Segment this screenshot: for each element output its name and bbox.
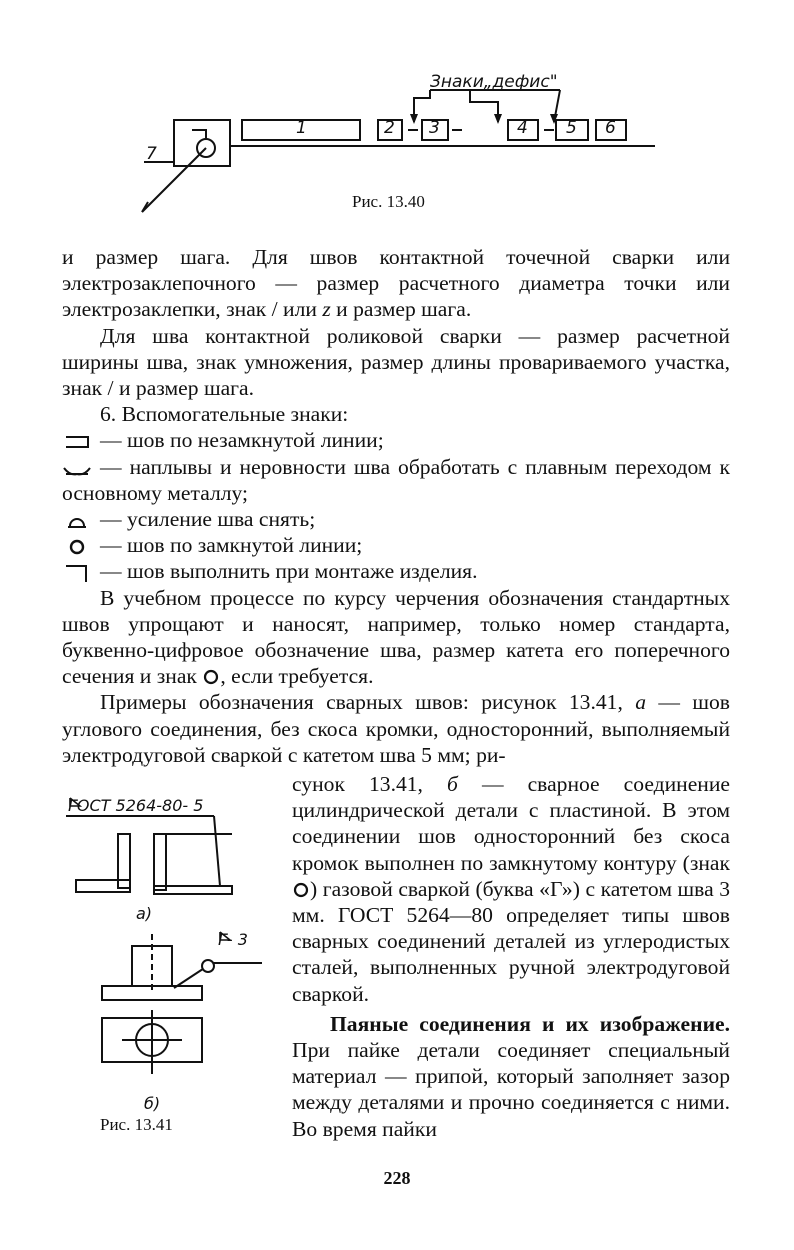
aux-sign-open-line — [62, 427, 730, 453]
figure-caption-13-40: Рис. 13.40 — [352, 192, 425, 211]
smooth-transition-icon — [62, 458, 92, 480]
box-label-5: 5 — [566, 118, 577, 138]
weld-examples-drawing — [62, 778, 292, 1138]
aux-sign-2-text: — наплывы и неровности шва обработать с плавным переходом к основному металлу; — [62, 454, 730, 505]
paragraph-4-end: , если требуется. — [220, 664, 374, 689]
aux-sign-closed-line — [62, 532, 730, 558]
gas-weld-label-b — [218, 930, 248, 949]
hyphen-signs-heading: Знаки„дефис" — [430, 72, 558, 92]
paragraph-6-text-a: сунок 13.41, — [292, 772, 423, 796]
paragraph-5-text-a: Примеры обозначения сварных швов: рисунок 13.41, — [100, 690, 623, 715]
page-number: 228 — [383, 1168, 411, 1188]
closed-line-circle-icon — [62, 536, 92, 558]
paragraph-7 — [292, 1011, 730, 1142]
paragraph-1-end: и размер шага. — [336, 297, 472, 322]
aux-sign-3-text: — усиление шва снять; — [100, 507, 316, 532]
aux-sign-5-text: — шов выполнить при монтаже изделия. — [100, 559, 478, 584]
figure-13-41 — [62, 778, 292, 1138]
paragraph-6-letter-b: б — [447, 772, 458, 796]
paragraph-6-text-b: — сварное соединение цилиндрической детали с пластиной. В этом соединении шов односторонний без скоса кромок выполнен по замкнутому контуру (знак — [292, 772, 731, 875]
aux-sign-4-text: — шов по замкнутой линии; — [100, 533, 363, 558]
z-sign: z — [322, 297, 331, 322]
gost-label-a-text: ГОСТ 5264-80- — [68, 796, 189, 815]
paragraph-2: Для шва контактной роликовой сварки — размер расчетной ширины шва, знак умножения, размер длины провариваемого участка, знак / и размер шага. — [62, 323, 730, 401]
paragraph-5 — [62, 689, 730, 768]
assembly-flag-icon — [62, 562, 92, 584]
aux-sign-1-text: — шов по незамкнутой линии; — [100, 428, 384, 453]
paragraph-4-text: В учебном процессе по курсу черчения обозначения стандартных швов упрощают и наносят, например, только номер стандарта, буквенно-цифровое обозначение шва, размер катета его поперечного сечения и знак — [62, 585, 730, 689]
gost-label-a-value: 5 — [193, 796, 204, 815]
aux-sign-smooth-transition — [62, 454, 730, 506]
paragraph-4 — [62, 585, 730, 690]
main-text — [62, 244, 730, 768]
soldered-joints-heading: Паяные соединения и их изображение. — [330, 1011, 730, 1036]
gas-weld-label-b-value: 3 — [237, 930, 248, 949]
box-label-4: 4 — [517, 118, 528, 138]
box-label-1: 1 — [296, 118, 307, 138]
paragraph-6-text-c: ) газовой сваркой (буква «Г») с катетом шва 3 мм. ГОСТ 5264—80 определяет типы швов сварных соединений деталей из углеродистых сталей, выполненных ручной электродуговой сваркой. — [292, 876, 730, 1006]
remove-reinforcement-icon — [62, 510, 92, 532]
closed-contour-sign-icon-2 — [292, 880, 310, 898]
fillet-weld-triangle-icon-b — [218, 930, 232, 942]
box-label-2: 2 — [384, 118, 395, 138]
closed-contour-sign-icon — [202, 667, 220, 685]
paragraph-5-letter-a: а — [635, 690, 647, 715]
paragraph-7-text: При пайке детали соединяет специальный материал — припой, который заполняет зазор между деталями и прочно соединяется с ними. Во время пайки — [292, 1038, 730, 1141]
gas-weld-label-b-text: Г- — [218, 930, 233, 949]
leader-label-7: 7 — [146, 144, 157, 164]
box-label-3: 3 — [429, 118, 440, 138]
paragraph-3: 6. Вспомогательные знаки: — [100, 402, 349, 427]
box-label-6: 6 — [605, 118, 616, 138]
aux-sign-remove-reinforcement — [62, 506, 730, 532]
paragraph-1-text: и размер шага. Для швов контактной точечной сварки или электрозаклепочного — размер расчетного диаметра точки или электрозаклепки, знак / или — [62, 245, 730, 322]
gost-label-a — [68, 796, 203, 815]
figure-caption-13-41: Рис. 13.41 — [100, 1115, 173, 1134]
sub-label-a: а) — [136, 904, 153, 923]
fillet-weld-triangle-icon — [68, 796, 82, 808]
right-column-text — [292, 771, 730, 1142]
paragraph-6 — [292, 771, 730, 1007]
paragraph-1 — [62, 244, 730, 323]
paragraph-5-text-b: — шов углового соединения, без скоса кромки, односторонний, выполняемый электродуговой сваркой с катетом шва 5 мм; ри- — [62, 690, 730, 767]
aux-sign-assembly — [62, 558, 730, 584]
sub-label-b: б) — [144, 1094, 161, 1113]
open-line-weld-icon — [62, 431, 92, 453]
